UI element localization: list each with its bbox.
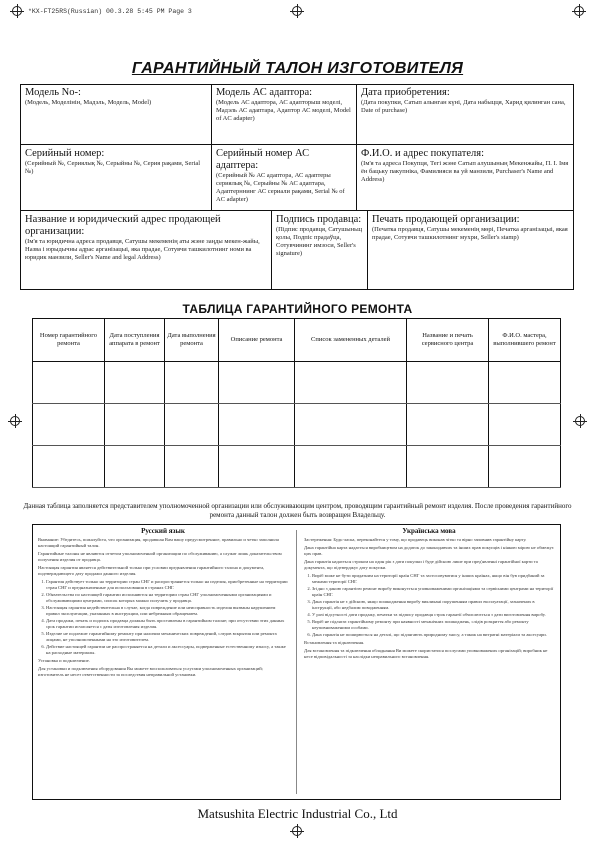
list-item: 3. Дана гарантія не є дійсною, якщо пошкодження виробу викликані порушенням правил експлуатації, зазначених в інструкції, або недбалим поводженням. <box>312 599 554 611</box>
seller-stamp-sublabel: (Печатка продавця, Сатушы мекеменің мөрi, Печатка арганізацыі, якая прадае, Сотувчи ташкилотнинг мухри, Seller's stamp) <box>372 226 568 241</box>
seller-org-field[interactable] <box>21 212 271 290</box>
ukrainian-paragraph-3: Дана гарантія надається строком на один рік з дати покупки і буде дійсною лише при пред'явленні гарантійної карти та документа, що підтверджує дату покупки. <box>304 559 538 570</box>
repair-table <box>32 318 561 488</box>
buyer-field[interactable] <box>357 146 573 210</box>
registration-mark-left <box>8 414 22 428</box>
table-row[interactable] <box>33 446 561 488</box>
russian-paragraph-2: Гарантийные талоны не являются отчетом уполномоченной организации по обслуживанию, а служат лишь доказательством получения изделия от продавца. <box>38 551 282 562</box>
list-item: 3. Настоящая гарантия недействительна в случае, когда повреждение или неисправность изделия вызваны нарушением правил эксплуатации, указанных в инструкции, или небрежным обращением. <box>46 605 288 617</box>
col-replaced-parts: Список замененных деталей <box>295 319 407 362</box>
list-item: 5. Виріб не підлягає гарантійному ремонту при наявності механічних пошкоджень, слідів розкриття або ремонту неуповноваженими особами. <box>312 619 554 631</box>
seller-stamp-field[interactable] <box>368 212 573 290</box>
adapter-model-sublabel: (Модель АС адаптора, АС адапторыш моделi, Мадэль АС адаптара, Адаптор АС моделi, Model of AC adapter) <box>216 99 351 122</box>
company-footer: Matsushita Electric Industrial Co., Ltd <box>197 806 398 821</box>
registration-mark-top-center <box>290 4 304 18</box>
col-completed-date: Дата выполнения ремонта <box>165 319 219 362</box>
serial-field[interactable] <box>21 146 211 210</box>
table-note: Данная таблица заполняется представителем уполномоченной организации или обслуживающим центром, проводящим гарантийный ремонт изделия. После проведения гарантийного ремонта данный талон должен быть возвращен Владельцу. <box>23 502 572 519</box>
purchase-date-field[interactable] <box>357 85 573 144</box>
table-row[interactable] <box>33 404 561 446</box>
list-item: 6. Дана гарантія не поширюється на деталі, що підлягають природному зносу, а також на витратні матеріали та аксесуари. <box>312 632 554 638</box>
adapter-model-label: Модель АС адаптора: <box>216 87 313 98</box>
seller-signature-field[interactable] <box>272 212 367 290</box>
serial-label: Серийный номер: <box>25 148 105 159</box>
buyer-sublabel: (Ім'я та адреса Покупця, Тегі жэне Сатып алушының Мекенжайы, П. І. Імя ён бацьку пакупніка, Фамилияси ва уй манзили, Purchaser's Name and Address) <box>361 160 569 183</box>
ukrainian-paragraph-2: Дана гарантійна карта надається виробництвом на додаток до законодавчих та інших прав покупців і ніякою мірою не обмежує цих прав. <box>304 545 554 556</box>
adapter-serial-sublabel: (Серийный № АС адаптора, АС адаптеры сериялық №, Серыйны № АС адаптара, Адаптерннинг АС сериали рақами, Serial № of AC adapter) <box>216 172 345 203</box>
registration-mark-bottom <box>290 824 304 838</box>
registration-mark-top-right <box>572 4 586 18</box>
list-item: 1. Гарантия действует только на территории стран СНГ и распространяется только на изделия, приобретенные на территории стран СНГ и предназначенные для использования в странах СНГ. <box>46 579 288 591</box>
list-item: 1. Виріб може не бути придатним на території країн СНГ та застосовуватися у інших країнах, якщо він був придбаний за межами території СНГ. <box>312 573 554 585</box>
seller-org-sublabel: (Ім'я та юридична адреса продавця, Сатушы мекеменің аты жэне заңды мекен-жайы, Назва і юрыдычны адрас арганізацыі, яка прадае, Сотувчи ташкилотнинг номи ва юридик манзили, Seller's Name and legal Address) <box>25 238 260 261</box>
list-item: 2. Обязательства по настоящей гарантии исполняются на территории стран СНГ уполномоченными организациями и обслуживающими центрами, список которых можно получить у продавца. <box>46 592 288 604</box>
col-technician: Ф.И.О. мастера, выполнившего ремонт <box>489 319 561 362</box>
purchase-date-label: Дата приобретения: <box>361 87 450 98</box>
repair-table-title: ТАБЛИЦА ГАРАНТИЙНОГО РЕМОНТА <box>182 302 413 316</box>
list-item: 4. У разі відсутності дати продажу, печатки та підпису продавця строк гарантії обчислюється з дати виготовлення виробу. <box>312 612 554 618</box>
terms-ukrainian <box>304 528 554 662</box>
col-service-center: Название и печать сервисного центра <box>407 319 489 362</box>
col-description: Описание ремонта <box>219 319 295 362</box>
print-header: *KX-FT25RS(Russian) 00.3.28 5:45 PM Page 3 <box>28 8 192 15</box>
registration-mark-right <box>573 414 587 428</box>
col-received-date: Дата поступления аппарата в ремонт <box>105 319 165 362</box>
russian-outro: Для установки и подключения оборудования Вы можете воспользоваться услугами уполномоченных организаций; изготовитель не несет ответственности за последствия неправильной установки. <box>38 666 263 677</box>
page-title: ГАРАНТИЙНЫЙ ТАЛОН ИЗГОТОВИТЕЛЯ <box>131 60 464 77</box>
adapter-serial-field[interactable] <box>212 146 356 210</box>
adapter-serial-label: Серийный номер АС адаптера: <box>216 148 310 171</box>
terms-russian <box>38 528 288 680</box>
model-label: Модель No-: <box>25 87 81 98</box>
ukrainian-heading: Українська мова <box>402 527 456 535</box>
seller-signature-label: Подпись продавца: <box>276 214 362 225</box>
registration-mark-top-left <box>10 4 24 18</box>
seller-signature-sublabel: (Підпис продавця, Сатушыньщ қолы, Подпіс прадаўца, Сотувчининг имзоси, Seller's signature) <box>276 226 363 257</box>
ukrainian-intro: Застереження: Будь-ласка, переконайтеся у тому, що продавець виконав чітко та вірно заповнив гарантійну карту. <box>304 537 527 542</box>
seller-org-label: Название и юридический адрес продающей организации: <box>25 214 221 237</box>
ukrainian-outro: Для встановлення та підключення обладнання Ви можете скористатися послугами уповноважених організацій; виробник не несе відповідальності за наслідки неправильного встановлення. <box>304 648 548 659</box>
ukrainian-outro-title: Встановлення та підключення. <box>304 640 365 645</box>
adapter-model-field[interactable] <box>212 85 356 144</box>
purchase-date-sublabel: (Дата покупки, Сатып алынган күнi, Дата набыцця, Харид қилинган сана, Date of purchase) <box>361 99 566 114</box>
table-row[interactable] <box>33 362 561 404</box>
russian-terms-list <box>38 579 288 656</box>
ukrainian-terms-list <box>304 573 554 638</box>
list-item: 6. Действие настоящей гарантии не распространяется на детали и аксессуары, подверженные естественному износу, а также на расходные материалы. <box>46 644 288 656</box>
serial-sublabel: (Серийный №, Сериялық №, Серыйны №, Серия рақами, Serial №) <box>25 160 201 175</box>
model-field[interactable] <box>21 85 211 144</box>
list-item: 5. Изделие не подлежит гарантийному ремонту при наличии механических повреждений, следов вскрытия или ремонта лицами, не уполномоченными на это изготовителем. <box>46 631 288 643</box>
russian-paragraph-3: Настоящая гарантия является действительной только при условии предъявления гарантийного талона и документа, подтверждающего дату продажи данного изделия. <box>38 565 265 576</box>
model-sublabel: (Модель, Моделiнiн, Мадэль, Модель, Model) <box>25 99 152 106</box>
list-item: 2. Згідно з даною гарантією ремонт виробу виконується уповноваженими організаціями та сервісними центрами на території країн СНГ. <box>312 586 554 598</box>
russian-heading: Русский язык <box>141 527 185 535</box>
russian-outro-title: Установка и подключение. <box>38 658 90 663</box>
list-item: 4. Дата продажи, печать и подпись продавца должны быть проставлены в гарантийном талоне; при отсутствии этих данных срок гарантии исчисляется с даты изготовления изделия. <box>46 618 288 630</box>
russian-intro: Внимание: Убедитесь, пожалуйста, что организация, продавшая Вам вашу предусмотренное, правильно и четко заполнила настоящий гарантийный талон. <box>38 537 279 548</box>
buyer-label: Ф.И.О. и адрес покупателя: <box>361 148 484 159</box>
col-repair-number: Номер гарантийного ремонта <box>33 319 105 362</box>
seller-stamp-label: Печать продающей организации: <box>372 214 520 225</box>
